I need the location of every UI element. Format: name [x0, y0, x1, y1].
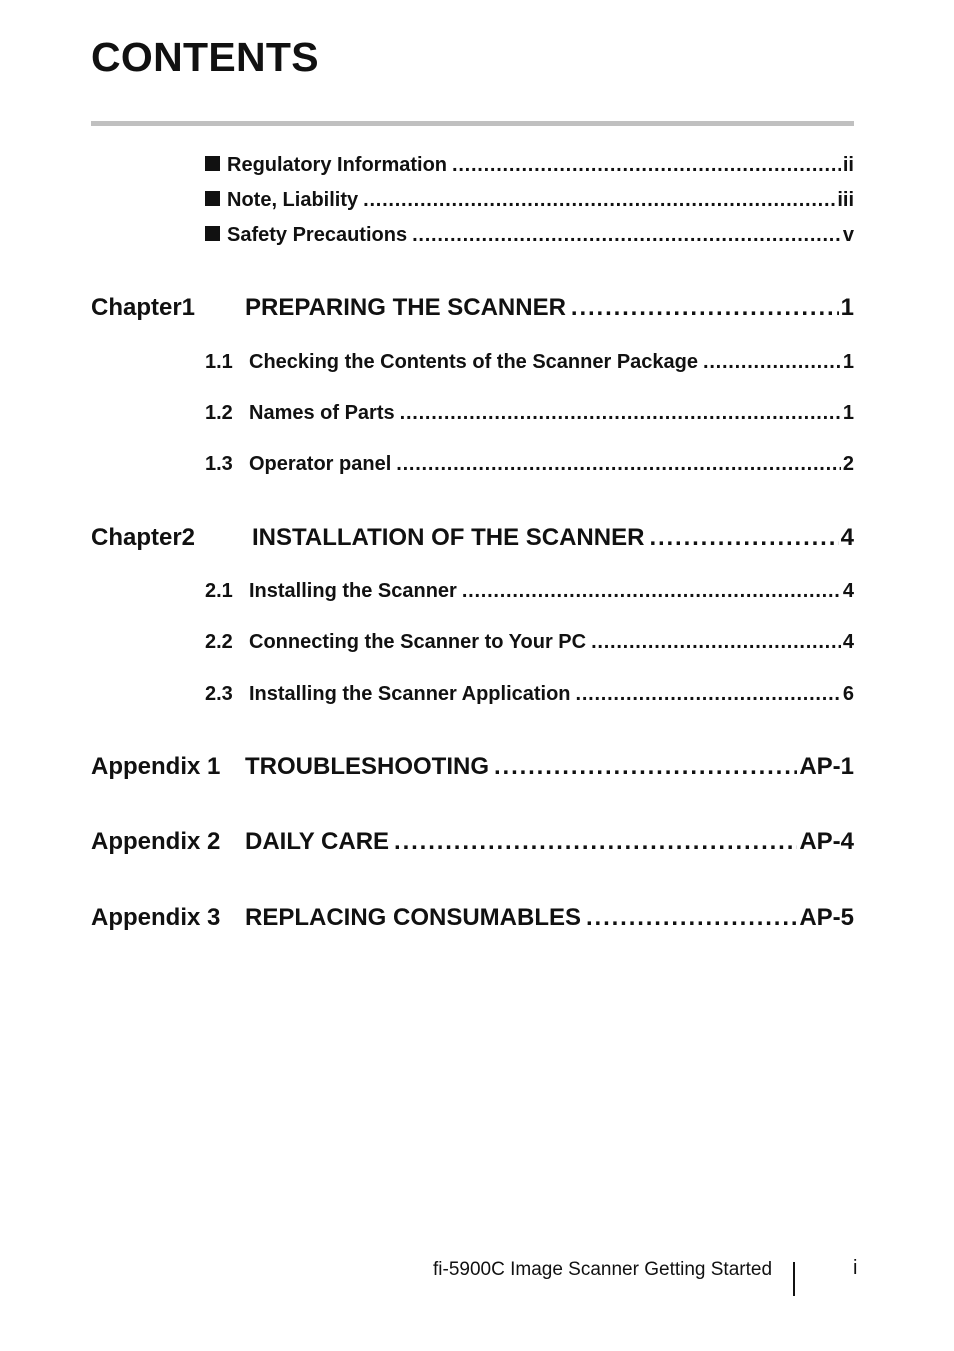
dot-leader [494, 753, 797, 781]
toc-section-2-3[interactable] [205, 683, 854, 706]
toc-entry-label: Note, Liability [227, 189, 359, 211]
toc-entry-safety[interactable] [205, 224, 854, 247]
toc-page-number: AP-5 [799, 904, 854, 931]
section-title: Names of Parts [249, 402, 395, 424]
section-title: Operator panel [249, 453, 392, 475]
dot-leader [394, 828, 797, 856]
toc-entry-regulatory[interactable] [205, 154, 854, 177]
toc-page-number: 6 [842, 683, 854, 705]
dot-leader [571, 294, 839, 322]
appendix-number: Appendix 3 [91, 904, 221, 931]
square-bullet-icon [205, 156, 220, 171]
dot-leader [576, 683, 841, 706]
dot-leader [462, 580, 841, 603]
footer-divider [793, 1262, 795, 1296]
section-number: 2.2 [205, 631, 233, 653]
footer-page-number: i [853, 1257, 858, 1279]
dot-leader [649, 524, 838, 552]
square-bullet-icon [205, 226, 220, 241]
chapter-number: Chapter1 [91, 294, 196, 321]
dot-leader [400, 402, 841, 425]
toc-page-number: ii [842, 154, 854, 176]
toc-entry-label: Regulatory Information [227, 154, 448, 176]
toc-page-number: AP-1 [799, 753, 854, 780]
toc-page-number: iii [837, 189, 854, 211]
square-bullet-icon [205, 191, 220, 206]
appendix-title: TROUBLESHOOTING [245, 753, 489, 780]
toc-page-number: 4 [840, 524, 854, 551]
toc-page-number: 4 [842, 631, 854, 653]
toc-entry-note-liability[interactable] [205, 189, 854, 212]
toc-section-2-1[interactable] [205, 580, 854, 603]
dot-leader [586, 904, 797, 932]
toc-section-1-1[interactable] [205, 351, 854, 374]
dot-leader [703, 351, 841, 374]
toc-section-1-2[interactable] [205, 402, 854, 425]
title-divider [91, 121, 854, 126]
section-title: Installing the Scanner Application [249, 683, 571, 705]
section-title: Checking the Contents of the Scanner Package [249, 351, 698, 373]
section-number: 1.1 [205, 351, 233, 373]
footer-document-title: fi-5900C Image Scanner Getting Started [433, 1259, 773, 1280]
section-number: 2.1 [205, 580, 233, 602]
toc-section-1-3[interactable] [205, 453, 854, 476]
section-number: 1.3 [205, 453, 233, 475]
chapter-title: INSTALLATION OF THE SCANNER [252, 524, 645, 551]
section-number: 2.3 [205, 683, 233, 705]
appendix-number: Appendix 1 [91, 753, 221, 780]
dot-leader [452, 154, 841, 177]
toc-page-number: AP-4 [799, 828, 854, 855]
dot-leader [396, 453, 841, 476]
page-title: CONTENTS [91, 34, 319, 80]
toc-chapter-2[interactable] [91, 524, 854, 552]
toc-entry-label: Safety Precautions [227, 224, 408, 246]
toc-page-number: 4 [842, 580, 854, 602]
dot-leader [412, 224, 841, 247]
toc-page-number: 1 [842, 351, 854, 373]
chapter-number: Chapter2 [91, 524, 196, 551]
appendix-title: REPLACING CONSUMABLES [245, 904, 582, 931]
toc-appendix-3[interactable] [91, 904, 854, 932]
section-number: 1.2 [205, 402, 233, 424]
toc-page-number: 2 [842, 453, 854, 475]
dot-leader [363, 189, 835, 212]
toc-page-number: v [842, 224, 854, 246]
toc-appendix-2[interactable] [91, 828, 854, 856]
toc-page-number: 1 [842, 402, 854, 424]
toc-section-2-2[interactable] [205, 631, 854, 654]
toc-page-number: 1 [840, 294, 854, 321]
appendix-number: Appendix 2 [91, 828, 221, 855]
section-title: Installing the Scanner [249, 580, 457, 602]
section-title: Connecting the Scanner to Your PC [249, 631, 587, 653]
appendix-title: DAILY CARE [245, 828, 390, 855]
chapter-title: PREPARING THE SCANNER [245, 294, 566, 321]
toc-appendix-1[interactable] [91, 753, 854, 781]
toc-chapter-1[interactable] [91, 294, 854, 322]
dot-leader [591, 631, 841, 654]
